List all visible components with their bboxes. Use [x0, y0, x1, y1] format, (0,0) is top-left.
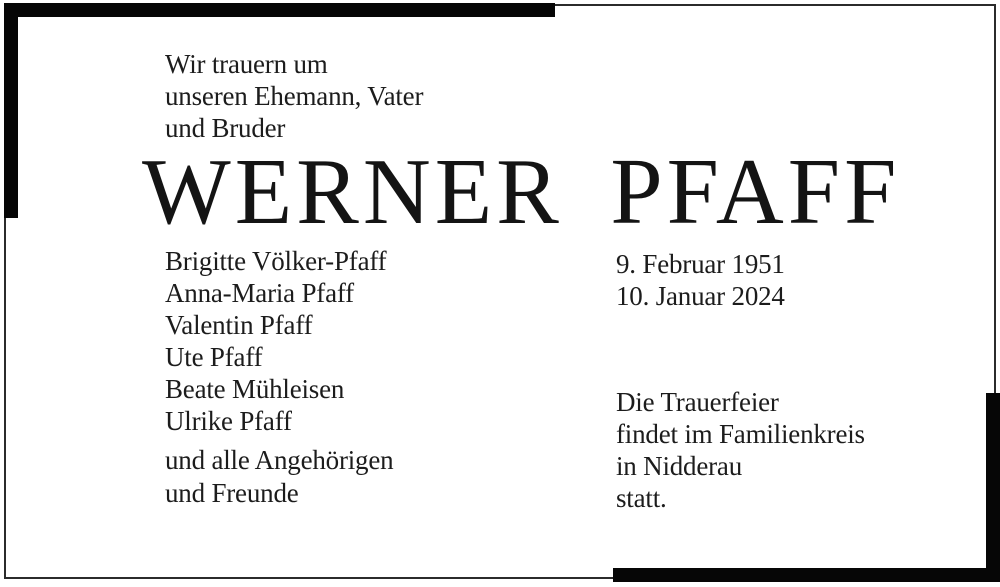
mourner-name: Brigitte Völker-Pfaff — [165, 246, 387, 276]
intro-line: und Bruder — [165, 113, 286, 143]
mourners-suffix-line: und Freunde — [165, 478, 299, 508]
intro-text — [165, 48, 423, 144]
death-date: 10. Januar 2024 — [616, 281, 785, 311]
intro-line: Wir trauern um — [165, 49, 328, 79]
funeral-line: findet im Familienkreis — [616, 419, 865, 449]
accent-bar-bottom-right-horizontal — [613, 568, 1000, 582]
funeral-line: statt. — [616, 483, 667, 513]
deceased-name: WERNER PFAFF — [142, 140, 901, 244]
birth-date: 9. Februar 1951 — [616, 249, 785, 279]
mourners-suffix — [165, 444, 393, 510]
funeral-line: in Nidderau — [616, 451, 743, 481]
mourner-name: Ulrike Pfaff — [165, 406, 292, 436]
mourner-name: Valentin Pfaff — [165, 310, 313, 340]
accent-bar-top-left-horizontal — [4, 3, 555, 17]
life-dates — [616, 248, 785, 312]
accent-bar-bottom-right-vertical — [986, 393, 1000, 582]
funeral-info — [616, 386, 865, 514]
mourner-name: Ute Pfaff — [165, 342, 263, 372]
accent-bar-top-left-vertical — [4, 3, 18, 218]
mourners-list — [165, 245, 386, 437]
intro-line: unseren Ehemann, Vater — [165, 81, 424, 111]
funeral-line: Die Trauerfeier — [616, 387, 779, 417]
mourner-name: Anna-Maria Pfaff — [165, 278, 354, 308]
mourner-name: Beate Mühleisen — [165, 374, 345, 404]
mourners-suffix-line: und alle Angehörigen — [165, 445, 394, 475]
